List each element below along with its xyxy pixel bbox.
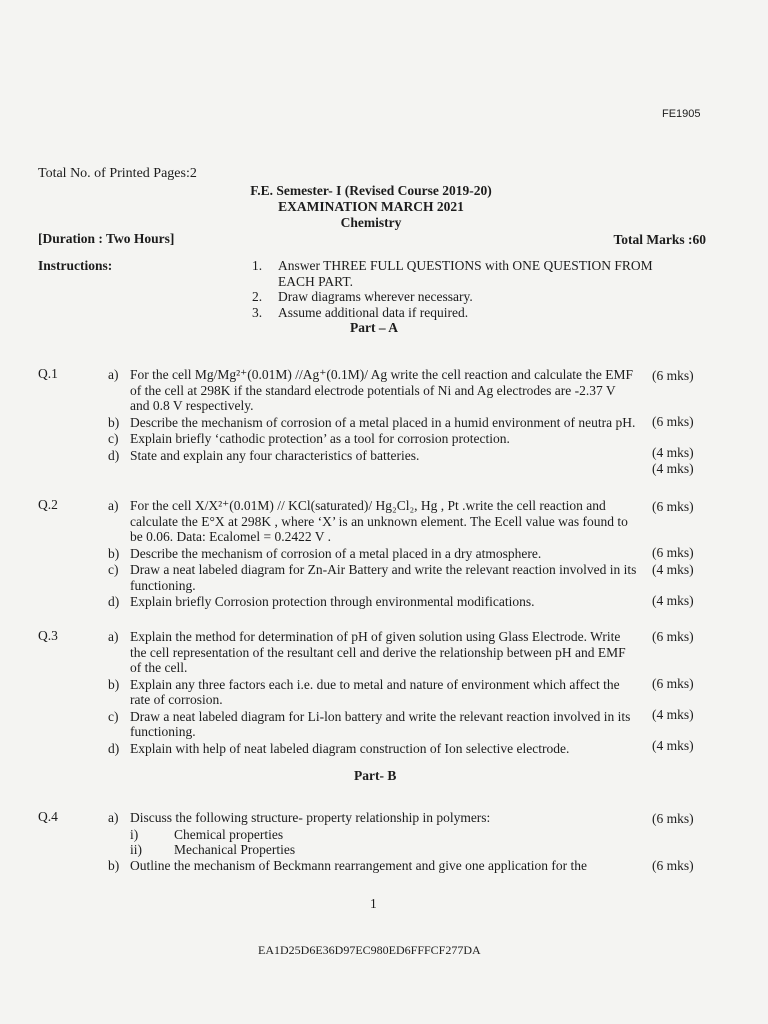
marks: (4 mks) (652, 461, 694, 476)
marks: (6 mks) (652, 629, 694, 644)
q1-part-c: Explain briefly ‘cathodic protection’ as a tool for corrosion protection. (130, 431, 510, 446)
q4-part-a: Discuss the following structure- property relationship in polymers: (130, 810, 491, 825)
question-number: Q.4 (38, 809, 58, 824)
question-3: a) Explain the method for determination of pH of given solution using Glass Electrode. Write the cell representation of the resultant cell and derive the relationship between pH and EMF of the cell. b) Explain any three factors each i.e. due to metal and nature of environment which affect the rate of corrosion. c) Draw a neat labeled diagram for Li-lon battery and write the relevant reaction involved in its functioning. d) Explain with help of neat labeled diagram construction of Ion selective electrode. (108, 629, 638, 757)
sub-item: i) Chemical properties (130, 826, 284, 842)
question-2: a) For the cell X/X²⁺(0.01M) // KCl(saturated)/ Hg₂Cl₂, Hg , Pt .write the cell reaction and calculate the E°X at 298K , where ‘X’ is an unknown element. The Ecell value was found to be 0.06. Data: Ecalomel = 0.2422 V . b) Describe the mechanism of corrosion of a metal placed in a dry atmosphere. c) Draw a neat labeled diagram for Zn-Air Battery and write the relevant reaction involved in its functioning. d) Explain briefly Corrosion protection through environmental modifications. (108, 498, 637, 609)
instructions-label: Instructions: (38, 258, 113, 273)
marks: (4 mks) (652, 593, 694, 608)
q1-part-b: Describe the mechanism of corrosion of a metal placed in a humid environment of neutra pH. (130, 414, 636, 430)
q2-part-d: Explain briefly Corrosion protection through environmental modifications. (130, 594, 535, 609)
instruction-item: 2. Draw diagrams wherever necessary. (252, 289, 473, 304)
marks: (6 mks) (652, 414, 694, 429)
subject-title: Chemistry (340, 215, 402, 230)
q3-part-a: Explain the method for determination of pH of given solution using Glass Electrode. Write the cell representation of the resultant cell and derive the relationship between pH and EMF of the cell. (130, 629, 626, 675)
instruction-item: 1. Answer THREE FULL QUESTIONS with ONE QUESTION FROM EACH PART. (252, 258, 653, 289)
paper-code: FE1905 (662, 108, 701, 120)
duration: [Duration : Two Hours] (38, 231, 175, 246)
q1-part-d: State and explain any four characteristics of batteries. (130, 447, 420, 463)
q2-part-a: For the cell X/X²⁺(0.01M) // KCl(saturated)/ Hg₂Cl₂, Hg , Pt .write the cell reaction and calculate the E°X at 298K , where ‘X’ is an unknown element. The Ecell value was found to be 0.06. Data: Ecalomel = 0.2422 V . (130, 498, 628, 544)
marks: (4 mks) (652, 562, 694, 577)
marks: (6 mks) (652, 858, 694, 873)
question-4: a) Discuss the following structure- property relationship in polymers: i) Chemical properties ii) Mechanical Properties b) Outline the mechanism of Beckmann rearrangement and give one application for the (108, 810, 638, 874)
total-marks: Total Marks :60 (613, 232, 706, 247)
marks: (4 mks) (652, 445, 694, 460)
instructions-list (252, 258, 692, 320)
marks: (6 mks) (652, 811, 694, 826)
sub-item: ii) Mechanical Properties (130, 842, 296, 857)
q3-part-c: Draw a neat labeled diagram for Li-lon battery and write the relevant reaction involved in its functioning. (130, 708, 631, 739)
exam-title: EXAMINATION MARCH 2021 (278, 199, 464, 214)
question-number: Q.1 (38, 366, 58, 381)
q4-part-b: Outline the mechanism of Beckmann rearrangement and give one application for the (130, 857, 587, 873)
printed-pages: Total No. of Printed Pages:2 (38, 166, 197, 181)
question-1: a) For the cell Mg/Mg²⁺(0.01M) //Ag⁺(0.1M)/ Ag write the cell reaction and calculate the EMF of the cell at 298K if the standard electrode potentials of Ni and Ag electrodes are -2.37 V and 0.8 V respectively. b) Describe the mechanism of corrosion of a metal placed in a humid environment of neutra pH. c) Explain briefly ‘cathodic protection’ as a tool for corrosion protection. d) State and explain any four characteristics of batteries. (108, 367, 638, 464)
marks: (6 mks) (652, 368, 694, 383)
marks: (6 mks) (652, 545, 694, 560)
question-number: Q.3 (38, 628, 58, 643)
marks: (6 mks) (652, 676, 694, 691)
marks: (6 mks) (652, 499, 694, 514)
marks: (4 mks) (652, 738, 694, 753)
q2-part-b: Describe the mechanism of corrosion of a metal placed in a dry atmosphere. (130, 545, 542, 561)
question-number: Q.2 (38, 497, 58, 512)
part-a-heading: Part – A (350, 320, 398, 335)
q3-part-b: Explain any three factors each i.e. due to metal and nature of environment which affect the rate of corrosion. (130, 676, 620, 707)
page-number: 1 (370, 896, 377, 911)
q3-part-d: Explain with help of neat labeled diagram construction of Ion selective electrode. (130, 740, 570, 756)
semester-title: F.E. Semester- I (Revised Course 2019-20) (250, 183, 492, 198)
footer-hash: EA1D25D6E36D97EC980ED6FFFCF277DA (258, 943, 481, 957)
q2-part-c: Draw a neat labeled diagram for Zn-Air Battery and write the relevant reaction involved in its functioning. (130, 562, 637, 593)
part-b-heading: Part- B (354, 768, 397, 783)
marks: (4 mks) (652, 707, 694, 722)
q1-part-a: For the cell Mg/Mg²⁺(0.01M) //Ag⁺(0.1M)/ Ag write the cell reaction and calculate the EMF of the cell at 298K if the standard electrode potentials of Ni and Ag electrodes are -2.37 V and 0.8 V respectively. (130, 367, 634, 413)
instruction-item: 3. Assume additional data if required. (252, 304, 469, 320)
